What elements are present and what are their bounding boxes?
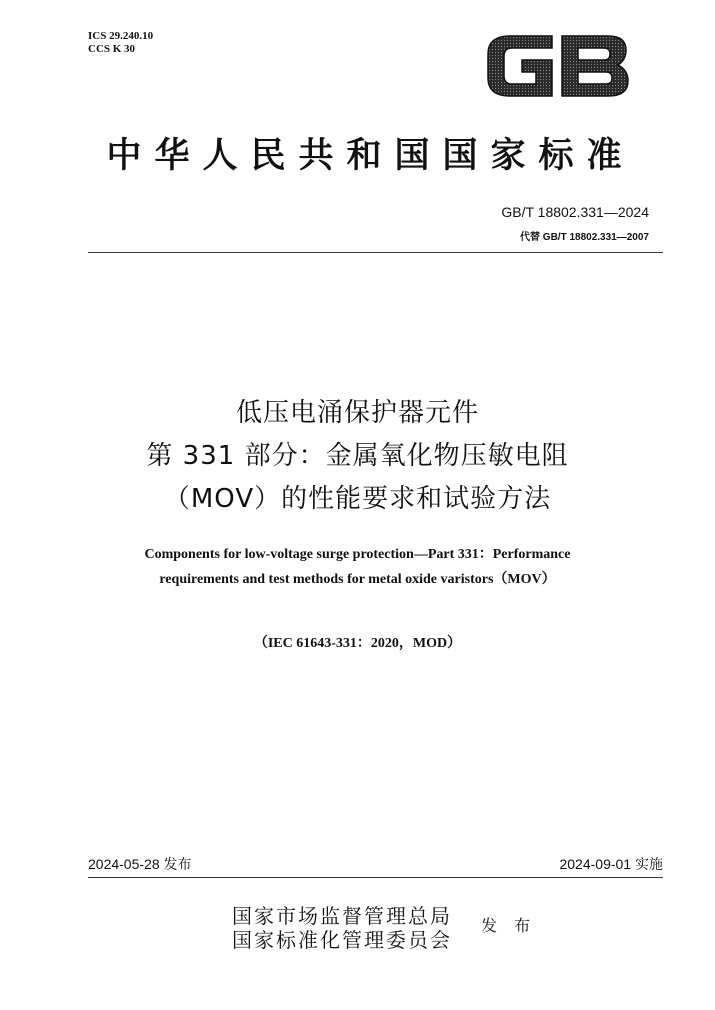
english-title-line-2: requirements and test methods for metal oxide varistors（MOV） <box>159 572 556 587</box>
ics-code: ICS 29.240.10 <box>88 30 154 42</box>
national-standard-title: 中华人民共和国国家标准 <box>106 135 635 176</box>
ccs-code: CCS K 30 <box>88 43 136 55</box>
adoption-reference: （IEC 61643-331：2020，MOD） <box>253 636 462 651</box>
chinese-title-line-2: 第 331 部分：金属氧化物压敏电阻 <box>146 441 569 471</box>
standard-number: GB/T 18802.331—2024 <box>501 204 649 220</box>
chinese-title-line-1: 低压电涌保护器元件 <box>235 398 479 428</box>
classification-codes <box>88 30 153 56</box>
issue-label: 发 布 <box>481 916 537 935</box>
chinese-title-line-3: （MOV）的性能要求和试验方法 <box>163 484 552 514</box>
english-title-line-1: Components for low-voltage surge protection—Part 331：Performance <box>144 547 571 562</box>
issuer-samr: 国家市场监督管理总局 <box>232 904 452 928</box>
implementation-date: 2024-09-01 实施 <box>559 856 663 872</box>
replaces-standard: 代替 GB/T 18802.331—2007 <box>520 232 649 243</box>
publication-date: 2024-05-28 发布 <box>88 856 192 872</box>
issuer-sac: 国家标准化管理委员会 <box>232 928 452 952</box>
header-divider <box>88 252 663 253</box>
gb-logo <box>482 30 632 102</box>
footer-divider <box>88 877 663 878</box>
